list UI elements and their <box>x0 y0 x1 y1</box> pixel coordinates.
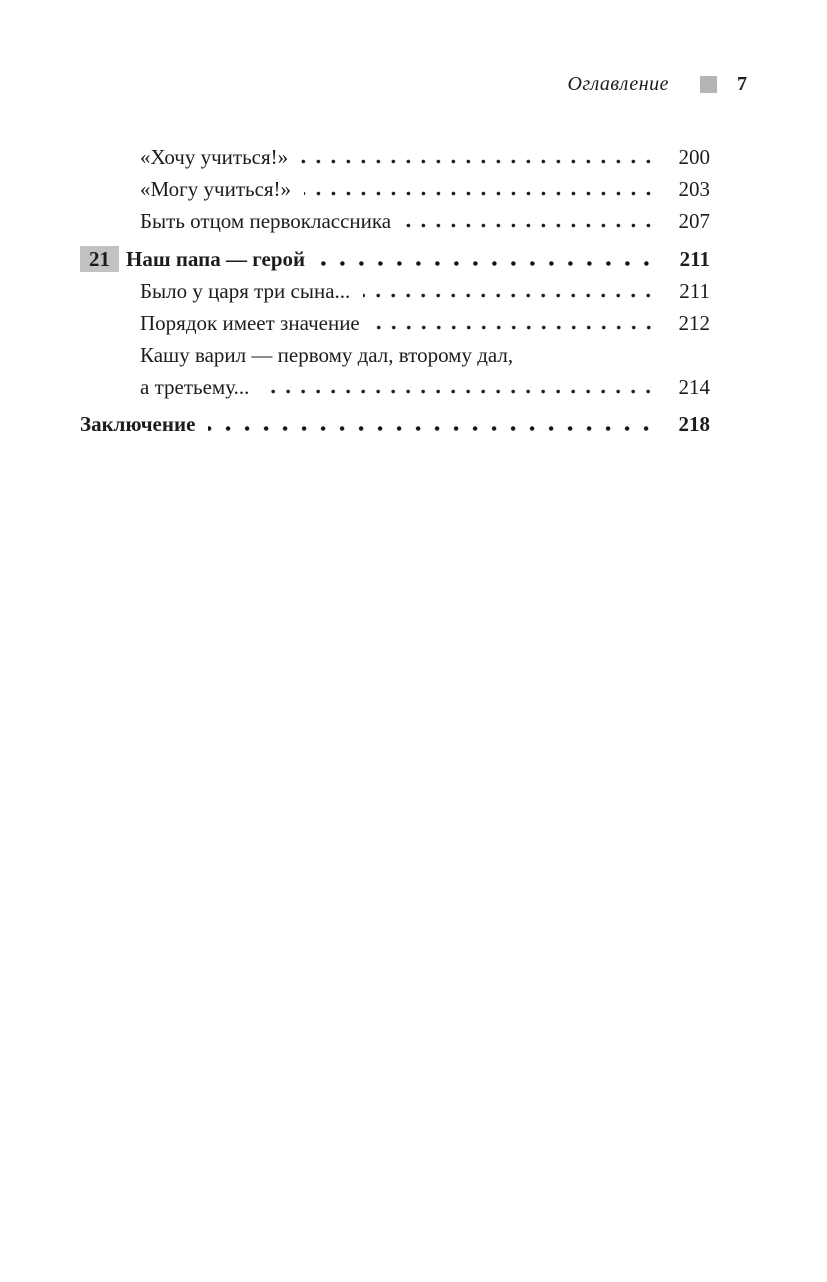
toc-conclusion-entry <box>80 408 710 440</box>
dot-leader <box>404 223 656 228</box>
toc-entry <box>80 173 710 205</box>
toc-entry-page: 214 <box>678 375 710 399</box>
dot-leader <box>208 426 656 431</box>
toc-entry-title: а третьему... <box>140 375 250 399</box>
toc-entry-page: 203 <box>678 177 710 201</box>
chapter-number-badge: 21 <box>80 246 119 272</box>
toc-entry-title: Заключение <box>80 412 196 436</box>
toc-chapter-entry <box>80 243 710 275</box>
toc-entry <box>80 141 710 173</box>
dot-leader <box>373 325 656 330</box>
toc-entry-title: Кашу варил — первому дал, второму дал, <box>140 343 514 367</box>
toc-entry-title: Порядок имеет значение <box>140 311 360 335</box>
toc-entry-title: «Хочу учиться!» <box>140 145 289 169</box>
toc-entry <box>80 275 710 307</box>
toc-entry-page: 218 <box>678 412 710 436</box>
toc-entry-page: 207 <box>678 209 710 233</box>
dot-leader <box>262 389 656 394</box>
toc-entry-page: 200 <box>678 145 710 169</box>
toc-entry-page: 212 <box>678 311 710 335</box>
toc-entry <box>80 205 710 237</box>
running-head <box>80 72 747 97</box>
toc-entry-wrapped-line1 <box>80 339 710 371</box>
toc-entry-page: 211 <box>679 247 710 271</box>
section-marker-square-icon <box>700 76 717 93</box>
dot-leader <box>363 293 656 298</box>
dot-leader <box>301 159 656 164</box>
table-of-contents <box>80 141 710 440</box>
toc-entry-title: Было у царя три сына... <box>140 279 351 303</box>
page-title: Оглавление <box>567 73 669 95</box>
toc-entry-title: Наш папа — герой <box>126 247 306 271</box>
dot-leader <box>318 261 656 266</box>
toc-entry <box>80 307 710 339</box>
toc-entry-title: Быть отцом первоклассника <box>140 209 392 233</box>
toc-entry-title: «Могу учиться!» <box>140 177 292 201</box>
folio-page-number: 7 <box>737 73 747 95</box>
toc-entry-wrapped-line2 <box>80 371 710 403</box>
dot-leader <box>304 191 656 196</box>
toc-entry-page: 211 <box>679 279 710 303</box>
